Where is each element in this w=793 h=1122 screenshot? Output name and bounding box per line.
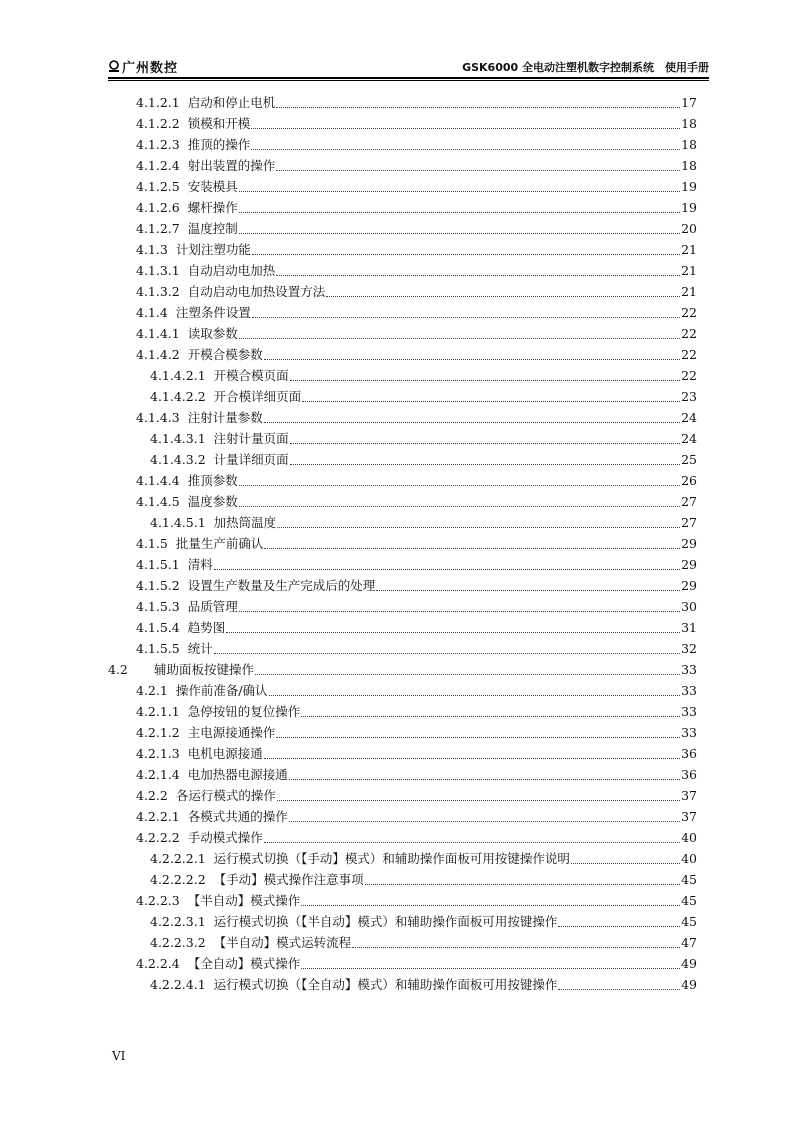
- toc-entry[interactable]: [136, 220, 697, 238]
- toc-leader-dots: [326, 296, 680, 297]
- toc-entry-page: 26: [681, 473, 697, 488]
- toc-entry[interactable]: [136, 703, 697, 721]
- toc-entry-title: 温度控制: [187, 221, 238, 236]
- toc-entry-number: 4.2.2: [136, 788, 168, 803]
- toc-entry-page: 24: [681, 431, 697, 446]
- toc-entry[interactable]: [136, 178, 697, 196]
- toc-entry-page: 18: [681, 137, 697, 152]
- toc-entry[interactable]: [136, 493, 697, 511]
- toc-entry[interactable]: [136, 682, 697, 700]
- toc-entry-number: 4.1.3: [136, 242, 168, 257]
- toc-entry[interactable]: [150, 850, 697, 868]
- toc-entry-page: 23: [681, 389, 697, 404]
- toc-entry[interactable]: [136, 409, 697, 427]
- gsk-logo-icon: [108, 60, 120, 73]
- toc-entry[interactable]: [136, 304, 697, 322]
- toc-leader-dots: [571, 863, 680, 864]
- toc-leader-dots: [276, 107, 680, 108]
- toc-entry[interactable]: [136, 598, 697, 616]
- toc-entry-page: 18: [681, 116, 697, 131]
- toc-entry-number: 4.2.2.3: [136, 893, 180, 908]
- toc-entry-page: 40: [681, 851, 697, 866]
- toc-leader-dots: [289, 821, 680, 822]
- toc-entry-title: 加热筒温度: [213, 515, 277, 530]
- toc-entry-number: 4.1.4.2: [136, 347, 180, 362]
- toc-entry[interactable]: [150, 976, 697, 994]
- toc-leader-dots: [264, 422, 680, 423]
- toc-leader-dots: [277, 527, 680, 528]
- toc-leader-dots: [269, 695, 681, 696]
- toc-entry-number: 4.1.4.3: [136, 410, 180, 425]
- toc-entry[interactable]: [136, 892, 697, 910]
- toc-entry[interactable]: [136, 346, 697, 364]
- toc-entry-page: 24: [681, 410, 697, 425]
- toc-entry[interactable]: [136, 115, 697, 133]
- toc-entry-number: 4.2.2.1: [136, 809, 180, 824]
- toc-leader-dots: [239, 338, 680, 339]
- toc-leader-dots: [264, 758, 680, 759]
- toc-entry-number: 4.1.2.4: [136, 158, 180, 173]
- toc-entry-number: 4.2.2.2.2: [150, 872, 206, 887]
- toc-entry-title: 【全自动】模式操作: [187, 956, 301, 971]
- toc-entry-page: 33: [681, 704, 697, 719]
- toc-entry-number: 4.1.4: [136, 305, 168, 320]
- toc-entry-title: 螺杆操作: [187, 200, 238, 215]
- toc-entry[interactable]: [136, 199, 697, 217]
- toc-entry-title: 运行模式切换（【手动】模式）和辅助操作面板可用按键操作说明: [213, 851, 570, 866]
- toc-entry[interactable]: [108, 661, 697, 679]
- toc-leader-dots: [239, 212, 680, 213]
- toc-entry[interactable]: [136, 535, 697, 553]
- toc-entry-number: 4.1.4.3.1: [150, 431, 206, 446]
- toc-entry-page: 27: [681, 515, 697, 530]
- toc-entry-number: 4.1.2.7: [136, 221, 180, 236]
- toc-entry-page: 45: [681, 893, 697, 908]
- toc-entry-number: 4.1.2.5: [136, 179, 180, 194]
- toc-entry-number: 4.1.4.2.2: [150, 389, 206, 404]
- toc-entry-number: 4.2.2.3.2: [150, 935, 206, 950]
- toc-entry-title: 注塑条件设置: [175, 305, 251, 320]
- toc-entry-page: 19: [681, 179, 697, 194]
- toc-entry[interactable]: [136, 283, 697, 301]
- toc-entry-title: 注射计量页面: [213, 431, 289, 446]
- toc-entry-title: 计划注塑功能: [175, 242, 251, 257]
- toc-entry[interactable]: [136, 157, 697, 175]
- toc-entry-number: 4.1.4.5: [136, 494, 180, 509]
- toc-leader-dots: [239, 233, 680, 234]
- toc-leader-dots: [376, 590, 680, 591]
- toc-entry-number: 4.1.5.3: [136, 599, 180, 614]
- toc-entry[interactable]: [150, 514, 697, 532]
- toc-entry-number: 4.1.4.2.1: [150, 368, 206, 383]
- toc-leader-dots: [276, 275, 680, 276]
- toc-leader-dots: [290, 380, 680, 381]
- toc-entry[interactable]: [150, 388, 697, 406]
- toc-entry[interactable]: [136, 136, 697, 154]
- toc-entry-page: 37: [681, 788, 697, 803]
- toc-entry[interactable]: [136, 325, 697, 343]
- toc-entry-number: 4.2.1.2: [136, 725, 180, 740]
- toc-entry[interactable]: [150, 934, 697, 952]
- toc-leader-dots: [302, 401, 680, 402]
- toc-entry[interactable]: [136, 577, 697, 595]
- toc-entry-title: 锁模和开模: [187, 116, 251, 131]
- toc-entry-page: 37: [681, 809, 697, 824]
- toc-entry-page: 30: [681, 599, 697, 614]
- toc-entry-title: 设置生产数量及生产完成后的处理: [187, 578, 376, 593]
- toc-entry-page: 33: [681, 662, 697, 677]
- toc-entry-number: 4.2.1: [136, 683, 168, 698]
- toc-entry-page: 31: [681, 620, 697, 635]
- toc-entry-title: 【半自动】模式操作: [187, 893, 301, 908]
- toc-entry-page: 27: [681, 494, 697, 509]
- toc-entry[interactable]: [136, 640, 697, 658]
- toc-entry-number: 4.1.5: [136, 536, 168, 551]
- toc-entry-page: 22: [681, 368, 697, 383]
- toc-leader-dots: [558, 989, 680, 990]
- toc-entry[interactable]: [150, 430, 697, 448]
- toc-entry-title: 主电源接通操作: [187, 725, 276, 740]
- toc-entry-page: 25: [681, 452, 697, 467]
- toc-entry-title: 手动模式操作: [187, 830, 263, 845]
- toc-leader-dots: [239, 506, 680, 507]
- toc-entry-title: 电加热器电源接通: [187, 767, 288, 782]
- toc-entry-page: 29: [681, 578, 697, 593]
- toc-leader-dots: [277, 800, 680, 801]
- page-header: [108, 55, 709, 77]
- logo-text: 广州数控: [122, 61, 179, 76]
- toc-entry-title: 推顶参数: [187, 473, 238, 488]
- toc-entry-title: 电机电源接通: [187, 746, 263, 761]
- toc-entry-title: 批量生产前确认: [175, 536, 264, 551]
- toc-entry-number: 4.2.2.4.1: [150, 977, 206, 992]
- toc-entry-number: 4.1.2.1: [136, 95, 180, 110]
- toc-leader-dots: [276, 170, 680, 171]
- toc-entry-title: 启动和停止电机: [187, 95, 276, 110]
- toc-entry-page: 32: [681, 641, 697, 656]
- toc-leader-dots: [214, 569, 680, 570]
- toc-entry-number: 4.1.3.2: [136, 284, 180, 299]
- toc-entry-page: 45: [681, 872, 697, 887]
- toc-entry-title: 射出装置的操作: [187, 158, 276, 173]
- toc-leader-dots: [251, 149, 680, 150]
- toc-entry-number: 4.1.4.4: [136, 473, 180, 488]
- toc-entry[interactable]: [136, 472, 697, 490]
- page-number: VI: [112, 1049, 126, 1063]
- toc-entry-title: 运行模式切换（【全自动】模式）和辅助操作面板可用按键操作: [213, 977, 558, 992]
- toc-entry-title: 温度参数: [187, 494, 238, 509]
- toc-leader-dots: [239, 611, 680, 612]
- toc-entry-page: 22: [681, 326, 697, 341]
- toc-entry-number: 4.2.1.4: [136, 767, 180, 782]
- toc-entry-title: 清料: [187, 557, 213, 572]
- toc-entry-number: 4.1.2.2: [136, 116, 180, 131]
- toc-leader-dots: [252, 317, 680, 318]
- toc-entry-page: 33: [681, 725, 697, 740]
- toc-leader-dots: [264, 842, 680, 843]
- toc-entry-title: 安装模具: [187, 179, 238, 194]
- toc-leader-dots: [239, 191, 680, 192]
- toc-entry-title: 自动启动电加热: [187, 263, 276, 278]
- toc-entry-title: 【手动】模式操作注意事项: [213, 872, 364, 887]
- toc-leader-dots: [264, 548, 680, 549]
- toc-entry[interactable]: [136, 262, 697, 280]
- toc-entry-title: 操作前准备/确认: [175, 683, 268, 698]
- toc-leader-dots: [255, 674, 680, 675]
- toc-leader-dots: [301, 716, 680, 717]
- toc-entry-page: 36: [681, 767, 697, 782]
- toc-entry-number: 4.1.2.6: [136, 200, 180, 215]
- toc-leader-dots: [276, 737, 680, 738]
- toc-entry[interactable]: [136, 556, 697, 574]
- toc-entry-page: 29: [681, 536, 697, 551]
- toc-entry-title: 【半自动】模式运转流程: [213, 935, 352, 950]
- toc-entry-title: 注射计量参数: [187, 410, 263, 425]
- toc-entry[interactable]: [150, 871, 697, 889]
- toc-entry-title: 统计: [187, 641, 213, 656]
- toc-entry-number: 4.1.5.2: [136, 578, 180, 593]
- toc-entry-title: 开合模详细页面: [213, 389, 302, 404]
- toc-entry-page: 29: [681, 557, 697, 572]
- toc-entry-number: 4.1.4.3.2: [150, 452, 206, 467]
- toc-entry-number: 4.1.5.1: [136, 557, 180, 572]
- toc-leader-dots: [214, 653, 680, 654]
- toc-entry-page: 47: [681, 935, 697, 950]
- toc-entry-page: 18: [681, 158, 697, 173]
- toc-entry-number: 4.2.1.1: [136, 704, 180, 719]
- toc-entry[interactable]: [136, 829, 697, 847]
- toc-entry-page: 17: [681, 95, 697, 110]
- toc-entry-page: 49: [681, 956, 697, 971]
- toc-entry-page: 22: [681, 305, 697, 320]
- company-logo: [108, 57, 178, 76]
- toc-entry-page: 19: [681, 200, 697, 215]
- toc-entry-page: 33: [681, 683, 697, 698]
- toc-entry-number: 4.1.4.1: [136, 326, 180, 341]
- toc-entry-title: 推顶的操作: [187, 137, 251, 152]
- toc-entry-number: 4.2.1.3: [136, 746, 180, 761]
- toc-entry[interactable]: [136, 619, 697, 637]
- toc-leader-dots: [558, 926, 680, 927]
- header-rule: [108, 77, 709, 79]
- toc-entry-number: 4.2.2.3.1: [150, 914, 206, 929]
- toc-entry[interactable]: [150, 451, 697, 469]
- toc-entry-title: 各模式共通的操作: [187, 809, 288, 824]
- header-rule-thin: [108, 80, 709, 81]
- toc-entry-title: 自动启动电加热设置方法: [187, 284, 326, 299]
- toc-entry-page: 49: [681, 977, 697, 992]
- toc-leader-dots: [301, 905, 680, 906]
- toc-entry-page: 40: [681, 830, 697, 845]
- toc-entry-number: 4.1.2.3: [136, 137, 180, 152]
- toc-entry-page: 36: [681, 746, 697, 761]
- toc-entry-page: 21: [681, 284, 697, 299]
- toc-entry-title: 运行模式切换（【半自动】模式）和辅助操作面板可用按键操作: [213, 914, 558, 929]
- toc-leader-dots: [290, 464, 680, 465]
- toc-entry-title: 辅助面板按键操作: [154, 662, 255, 677]
- toc-entry[interactable]: [136, 724, 697, 742]
- toc-entry-page: 20: [681, 221, 697, 236]
- toc-entry-title: 读取参数: [187, 326, 238, 341]
- toc-entry[interactable]: [136, 787, 697, 805]
- toc-leader-dots: [301, 968, 680, 969]
- toc-entry-number: 4.1.5.5: [136, 641, 180, 656]
- toc-entry-title: 各运行模式的操作: [175, 788, 276, 803]
- toc-leader-dots: [365, 884, 680, 885]
- toc-entry-title: 品质管理: [187, 599, 238, 614]
- toc-entry[interactable]: [136, 766, 697, 784]
- toc-entry-title: 开模合模参数: [187, 347, 263, 362]
- toc-entry-number: 4.1.4.5.1: [150, 515, 206, 530]
- toc-entry[interactable]: [150, 367, 697, 385]
- toc-entry[interactable]: [136, 745, 697, 763]
- toc-entry[interactable]: [136, 241, 697, 259]
- toc-leader-dots: [252, 254, 680, 255]
- toc-leader-dots: [226, 632, 680, 633]
- toc-leader-dots: [251, 128, 680, 129]
- toc-entry-title: 趋势图: [187, 620, 226, 635]
- toc-leader-dots: [290, 443, 680, 444]
- toc-leader-dots: [264, 359, 680, 360]
- toc-entry-number: 4.2.2.2: [136, 830, 180, 845]
- toc-entry[interactable]: [136, 955, 697, 973]
- toc-entry-page: 45: [681, 914, 697, 929]
- toc-entry-title: 急停按钮的复位操作: [187, 704, 301, 719]
- toc-entry-number: 4.2: [108, 662, 128, 677]
- toc-entry-number: 4.2.2.4: [136, 956, 180, 971]
- toc-entry-page: 22: [681, 347, 697, 362]
- toc-entry-title: 开模合模页面: [213, 368, 289, 383]
- toc-entry-title: 计量详细页面: [213, 452, 289, 467]
- manual-title: GSK6000 全电动注塑机数字控制系统 使用手册: [462, 61, 709, 74]
- toc-leader-dots: [239, 485, 680, 486]
- toc-entry-page: 21: [681, 242, 697, 257]
- toc-leader-dots: [352, 947, 680, 948]
- toc-entry-number: 4.2.2.2.1: [150, 851, 206, 866]
- toc-entry-number: 4.1.3.1: [136, 263, 180, 278]
- toc-entry[interactable]: [136, 94, 697, 112]
- toc-entry-page: 21: [681, 263, 697, 278]
- toc-leader-dots: [289, 779, 680, 780]
- toc-entry[interactable]: [150, 913, 697, 931]
- toc-entry[interactable]: [136, 808, 697, 826]
- toc-entry-number: 4.1.5.4: [136, 620, 180, 635]
